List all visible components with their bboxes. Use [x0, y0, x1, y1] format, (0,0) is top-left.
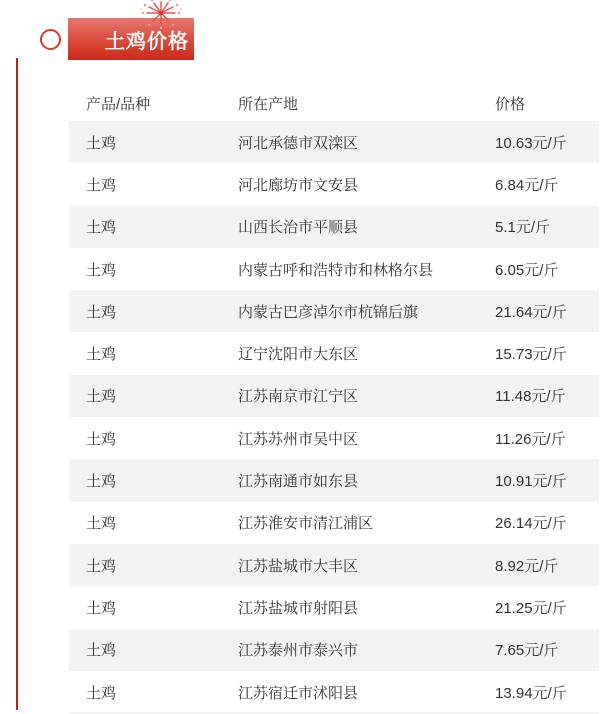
table-row [69, 290, 599, 332]
cell-origin: 山西长治市平顺县 [238, 219, 359, 237]
cell-origin: 辽宁沈阳市大东区 [238, 346, 359, 364]
cell-product: 土鸡 [86, 346, 117, 364]
table-row [69, 629, 599, 671]
table-row [69, 163, 599, 205]
table-row [69, 417, 599, 459]
cell-origin: 江苏苏州市吴中区 [238, 430, 359, 448]
price-table [69, 85, 599, 713]
table-row [69, 502, 599, 544]
cell-price: 13.94元/斤 [495, 684, 567, 702]
cell-origin: 河北廊坊市文安县 [238, 176, 359, 194]
cell-product: 土鸡 [86, 134, 117, 152]
cell-product: 土鸡 [86, 303, 117, 321]
cell-product: 土鸡 [86, 515, 117, 533]
table-row [69, 586, 599, 628]
cell-origin: 江苏南京市江宁区 [238, 388, 359, 406]
table-row [69, 459, 599, 501]
firework-icon [133, 0, 189, 36]
cell-product: 土鸡 [86, 430, 117, 448]
cell-origin: 江苏南通市如东县 [238, 473, 359, 491]
cell-origin: 江苏淮安市清江浦区 [238, 515, 374, 533]
cell-price: 7.65元/斤 [495, 642, 559, 660]
table-row [69, 332, 599, 374]
ring-icon [40, 29, 61, 50]
table-body [69, 121, 599, 713]
table-row [69, 671, 599, 713]
cell-price: 8.92元/斤 [495, 557, 559, 575]
column-header-origin: 所在产地 [238, 95, 299, 113]
cell-product: 土鸡 [86, 176, 117, 194]
cell-origin: 河北承德市双滦区 [238, 134, 359, 152]
cell-origin: 内蒙古巴彦淖尔市杭锦后旗 [238, 303, 419, 321]
table-row [69, 206, 599, 248]
cell-origin: 内蒙古呼和浩特市和林格尔县 [238, 261, 434, 279]
cell-price: 10.63元/斤 [495, 134, 567, 152]
cell-origin: 江苏盐城市大丰区 [238, 557, 359, 575]
cell-price: 21.64元/斤 [495, 303, 567, 321]
table-header [69, 85, 599, 121]
table-row [69, 544, 599, 586]
cell-origin: 江苏宿迁市沭阳县 [238, 684, 359, 702]
cell-price: 6.84元/斤 [495, 176, 559, 194]
column-header-price: 价格 [495, 95, 526, 113]
cell-product: 土鸡 [86, 261, 117, 279]
cell-origin: 江苏盐城市射阳县 [238, 599, 359, 617]
cell-product: 土鸡 [86, 557, 117, 575]
cell-price: 11.48元/斤 [495, 388, 566, 406]
cell-price: 15.73元/斤 [495, 346, 567, 364]
banner-title: 土鸡价格 [105, 30, 189, 53]
cell-price: 21.25元/斤 [495, 599, 567, 617]
column-header-product: 产品/品种 [86, 95, 151, 113]
cell-origin: 江苏泰州市泰兴市 [238, 642, 359, 660]
vertical-accent-line [16, 58, 18, 710]
cell-price: 26.14元/斤 [495, 515, 567, 533]
cell-price: 5.1元/斤 [495, 219, 551, 237]
cell-product: 土鸡 [86, 599, 117, 617]
cell-price: 6.05元/斤 [495, 261, 559, 279]
table-row [69, 121, 599, 163]
cell-product: 土鸡 [86, 473, 117, 491]
table-row [69, 375, 599, 417]
cell-product: 土鸡 [86, 388, 117, 406]
table-row [69, 248, 599, 290]
cell-product: 土鸡 [86, 219, 117, 237]
cell-price: 10.91元/斤 [495, 473, 567, 491]
cell-product: 土鸡 [86, 642, 117, 660]
cell-price: 11.26元/斤 [495, 430, 566, 448]
cell-product: 土鸡 [86, 684, 117, 702]
